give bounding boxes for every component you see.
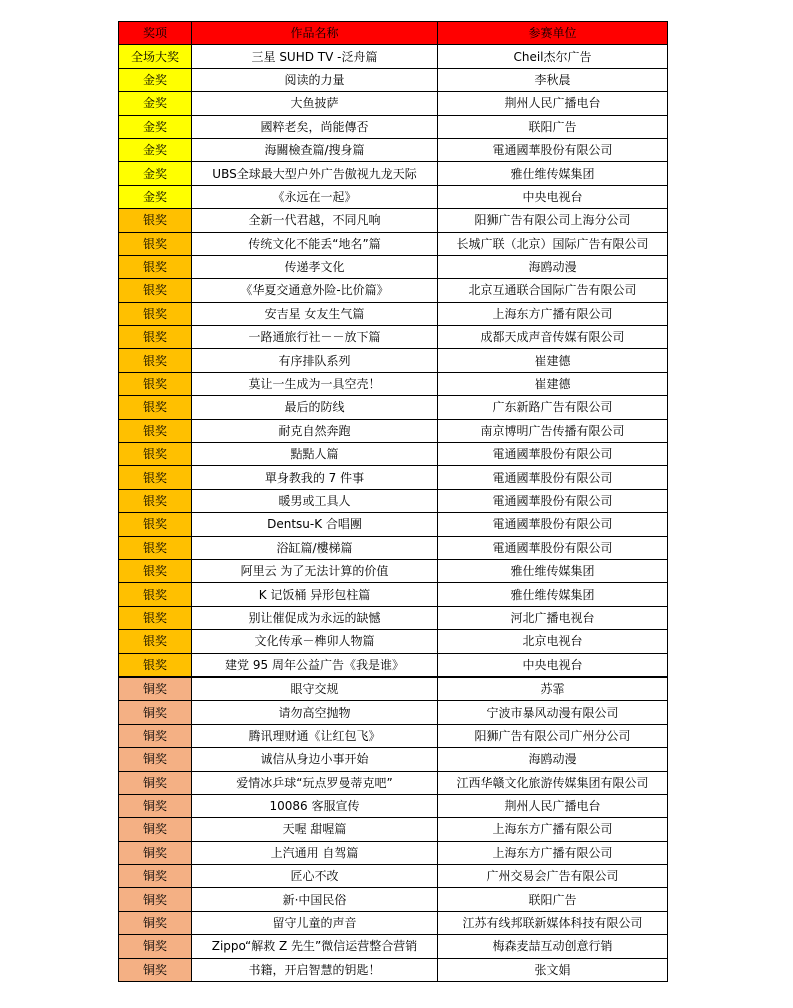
award-cell: 铜奖 bbox=[119, 958, 192, 981]
table-row bbox=[119, 653, 668, 677]
work-name-cell: 大鱼披萨 bbox=[192, 92, 438, 115]
entrant-cell: 電通國華股份有限公司 bbox=[438, 489, 668, 512]
work-name-cell: 爱情冰乒球“玩点罗曼蒂克吧” bbox=[192, 771, 438, 794]
award-cell: 金奖 bbox=[119, 92, 192, 115]
award-cell: 全场大奖 bbox=[119, 45, 192, 68]
table-row bbox=[119, 724, 668, 747]
table-row bbox=[119, 279, 668, 302]
awards-table bbox=[118, 21, 668, 982]
award-cell: 铜奖 bbox=[119, 701, 192, 724]
award-cell: 铜奖 bbox=[119, 935, 192, 958]
work-name-cell: 阿里云 为了无法计算的价值 bbox=[192, 559, 438, 582]
table-row bbox=[119, 536, 668, 559]
entrant-cell: 雅仕维传媒集团 bbox=[438, 559, 668, 582]
work-name-cell: 请勿高空抛物 bbox=[192, 701, 438, 724]
award-cell: 银奖 bbox=[119, 559, 192, 582]
table-row bbox=[119, 349, 668, 372]
table-body bbox=[119, 45, 668, 982]
award-cell: 银奖 bbox=[119, 349, 192, 372]
header-award: 奖项 bbox=[119, 22, 192, 45]
entrant-cell: 中央电视台 bbox=[438, 653, 668, 677]
table-row bbox=[119, 162, 668, 185]
work-name-cell: 浴缸篇/樓梯篇 bbox=[192, 536, 438, 559]
entrant-cell: 電通國華股份有限公司 bbox=[438, 466, 668, 489]
table-row bbox=[119, 677, 668, 701]
header-row bbox=[119, 22, 668, 45]
award-cell: 银奖 bbox=[119, 419, 192, 442]
table-header bbox=[119, 22, 668, 45]
table-row bbox=[119, 443, 668, 466]
table-row bbox=[119, 841, 668, 864]
entrant-cell: 電通國華股份有限公司 bbox=[438, 138, 668, 161]
entrant-cell: 崔建德 bbox=[438, 349, 668, 372]
award-cell: 金奖 bbox=[119, 162, 192, 185]
work-name-cell: 耐克自然奔跑 bbox=[192, 419, 438, 442]
work-name-cell: 建党 95 周年公益广告《我是谁》 bbox=[192, 653, 438, 677]
table-row bbox=[119, 92, 668, 115]
work-name-cell: 安吉星 女友生气篇 bbox=[192, 302, 438, 325]
table-row bbox=[119, 372, 668, 395]
entrant-cell: 李秋晨 bbox=[438, 68, 668, 91]
award-cell: 铜奖 bbox=[119, 794, 192, 817]
entrant-cell: 江西华赣文化旅游传媒集团有限公司 bbox=[438, 771, 668, 794]
entrant-cell: 雅仕维传媒集团 bbox=[438, 583, 668, 606]
award-cell: 铜奖 bbox=[119, 865, 192, 888]
award-cell: 铜奖 bbox=[119, 841, 192, 864]
table-row bbox=[119, 232, 668, 255]
table-row bbox=[119, 326, 668, 349]
table-row bbox=[119, 865, 668, 888]
work-name-cell: 《永远在一起》 bbox=[192, 185, 438, 208]
table-row bbox=[119, 911, 668, 934]
entrant-cell: 上海东方广播有限公司 bbox=[438, 302, 668, 325]
work-name-cell: 新·中国民俗 bbox=[192, 888, 438, 911]
work-name-cell: 传统文化不能丢“地名”篇 bbox=[192, 232, 438, 255]
work-name-cell: 匠心不改 bbox=[192, 865, 438, 888]
award-cell: 银奖 bbox=[119, 606, 192, 629]
work-name-cell: 三星 SUHD TV -泛舟篇 bbox=[192, 45, 438, 68]
work-name-cell: 暖男或工具人 bbox=[192, 489, 438, 512]
award-cell: 银奖 bbox=[119, 255, 192, 278]
work-name-cell: 上汽通用 自驾篇 bbox=[192, 841, 438, 864]
entrant-cell: 南京博明广告传播有限公司 bbox=[438, 419, 668, 442]
award-cell: 银奖 bbox=[119, 513, 192, 536]
work-name-cell: 《华夏交通意外险-比价篇》 bbox=[192, 279, 438, 302]
award-cell: 银奖 bbox=[119, 583, 192, 606]
award-cell: 金奖 bbox=[119, 115, 192, 138]
table-row bbox=[119, 68, 668, 91]
entrant-cell: 联阳广告 bbox=[438, 888, 668, 911]
entrant-cell: 上海东方广播有限公司 bbox=[438, 818, 668, 841]
table-row bbox=[119, 748, 668, 771]
table-row bbox=[119, 958, 668, 981]
entrant-cell: 张文娟 bbox=[438, 958, 668, 981]
award-cell: 铜奖 bbox=[119, 748, 192, 771]
award-cell: 铜奖 bbox=[119, 888, 192, 911]
work-name-cell: 诚信从身边小事开始 bbox=[192, 748, 438, 771]
table-row bbox=[119, 396, 668, 419]
table-row bbox=[119, 489, 668, 512]
table-row bbox=[119, 185, 668, 208]
work-name-cell: 腾讯理财通《让红包飞》 bbox=[192, 724, 438, 747]
entrant-cell: 广东新路广告有限公司 bbox=[438, 396, 668, 419]
award-cell: 银奖 bbox=[119, 302, 192, 325]
header-entrant: 参赛单位 bbox=[438, 22, 668, 45]
work-name-cell: K 记饭桶 异形包柱篇 bbox=[192, 583, 438, 606]
work-name-cell: 书籍，开启智慧的钥匙！ bbox=[192, 958, 438, 981]
work-name-cell: UBS全球最大型户外广告傲视九龙天际 bbox=[192, 162, 438, 185]
entrant-cell: 電通國華股份有限公司 bbox=[438, 443, 668, 466]
table-row bbox=[119, 115, 668, 138]
award-cell: 铜奖 bbox=[119, 677, 192, 701]
award-cell: 铜奖 bbox=[119, 818, 192, 841]
entrant-cell: 长城广联（北京）国际广告有限公司 bbox=[438, 232, 668, 255]
entrant-cell: 宁波市暴风动漫有限公司 bbox=[438, 701, 668, 724]
work-name-cell: 最后的防线 bbox=[192, 396, 438, 419]
table-row bbox=[119, 630, 668, 653]
table-row bbox=[119, 513, 668, 536]
work-name-cell: Dentsu-K 合唱團 bbox=[192, 513, 438, 536]
entrant-cell: 成都天成声音传媒有限公司 bbox=[438, 326, 668, 349]
entrant-cell: 電通國華股份有限公司 bbox=[438, 536, 668, 559]
award-cell: 铜奖 bbox=[119, 911, 192, 934]
award-cell: 金奖 bbox=[119, 185, 192, 208]
award-cell: 银奖 bbox=[119, 653, 192, 677]
work-name-cell: 國粹老矣，尚能傳否 bbox=[192, 115, 438, 138]
table-row bbox=[119, 771, 668, 794]
table-row bbox=[119, 419, 668, 442]
work-name-cell: 传递孝文化 bbox=[192, 255, 438, 278]
table-row bbox=[119, 559, 668, 582]
entrant-cell: 海鸥动漫 bbox=[438, 748, 668, 771]
award-cell: 银奖 bbox=[119, 279, 192, 302]
work-name-cell: 阅读的力量 bbox=[192, 68, 438, 91]
entrant-cell: 崔建德 bbox=[438, 372, 668, 395]
work-name-cell: 莫让一生成为一具空壳！ bbox=[192, 372, 438, 395]
entrant-cell: 荆州人民广播电台 bbox=[438, 92, 668, 115]
award-cell: 银奖 bbox=[119, 443, 192, 466]
table-row bbox=[119, 935, 668, 958]
award-cell: 银奖 bbox=[119, 630, 192, 653]
award-cell: 铜奖 bbox=[119, 771, 192, 794]
entrant-cell: 荆州人民广播电台 bbox=[438, 794, 668, 817]
table-row bbox=[119, 45, 668, 68]
work-name-cell: 有序排队系列 bbox=[192, 349, 438, 372]
entrant-cell: 海鸥动漫 bbox=[438, 255, 668, 278]
work-name-cell: 眼守交规 bbox=[192, 677, 438, 701]
entrant-cell: 苏霏 bbox=[438, 677, 668, 701]
work-name-cell: 天喔 甜喔篇 bbox=[192, 818, 438, 841]
entrant-cell: 北京互通联合国际广告有限公司 bbox=[438, 279, 668, 302]
award-cell: 银奖 bbox=[119, 536, 192, 559]
table-row bbox=[119, 888, 668, 911]
entrant-cell: 電通國華股份有限公司 bbox=[438, 513, 668, 536]
entrant-cell: Cheil杰尔广告 bbox=[438, 45, 668, 68]
table-row bbox=[119, 583, 668, 606]
award-cell: 银奖 bbox=[119, 209, 192, 232]
entrant-cell: 中央电视台 bbox=[438, 185, 668, 208]
award-cell: 银奖 bbox=[119, 372, 192, 395]
table-row bbox=[119, 466, 668, 489]
table-row bbox=[119, 701, 668, 724]
work-name-cell: 點點人篇 bbox=[192, 443, 438, 466]
entrant-cell: 北京电视台 bbox=[438, 630, 668, 653]
work-name-cell: 10086 客服宣传 bbox=[192, 794, 438, 817]
entrant-cell: 阳狮广告有限公司上海分公司 bbox=[438, 209, 668, 232]
work-name-cell: 留守儿童的声音 bbox=[192, 911, 438, 934]
entrant-cell: 上海东方广播有限公司 bbox=[438, 841, 668, 864]
table-row bbox=[119, 138, 668, 161]
award-cell: 银奖 bbox=[119, 232, 192, 255]
work-name-cell: 别让催促成为永远的缺憾 bbox=[192, 606, 438, 629]
award-cell: 金奖 bbox=[119, 138, 192, 161]
entrant-cell: 雅仕维传媒集团 bbox=[438, 162, 668, 185]
header-work: 作品名称 bbox=[192, 22, 438, 45]
work-name-cell: 一路通旅行社－－放下篇 bbox=[192, 326, 438, 349]
entrant-cell: 江苏有线邦联新媒体科技有限公司 bbox=[438, 911, 668, 934]
award-cell: 银奖 bbox=[119, 466, 192, 489]
award-cell: 金奖 bbox=[119, 68, 192, 91]
table-row bbox=[119, 794, 668, 817]
award-cell: 银奖 bbox=[119, 326, 192, 349]
table-row bbox=[119, 209, 668, 232]
entrant-cell: 广州交易会广告有限公司 bbox=[438, 865, 668, 888]
table-row bbox=[119, 255, 668, 278]
entrant-cell: 梅森麦喆互动创意行销 bbox=[438, 935, 668, 958]
work-name-cell: 文化传承－榫卯人物篇 bbox=[192, 630, 438, 653]
table-row bbox=[119, 818, 668, 841]
entrant-cell: 联阳广告 bbox=[438, 115, 668, 138]
award-cell: 银奖 bbox=[119, 489, 192, 512]
entrant-cell: 河北广播电视台 bbox=[438, 606, 668, 629]
work-name-cell: 海關檢查篇/搜身篇 bbox=[192, 138, 438, 161]
work-name-cell: 全新一代君越，不同凡响 bbox=[192, 209, 438, 232]
award-cell: 铜奖 bbox=[119, 724, 192, 747]
table-row bbox=[119, 302, 668, 325]
work-name-cell: 單身教我的 7 件事 bbox=[192, 466, 438, 489]
table-row bbox=[119, 606, 668, 629]
work-name-cell: Zippo“解救 Z 先生”微信运营整合营销 bbox=[192, 935, 438, 958]
award-cell: 银奖 bbox=[119, 396, 192, 419]
entrant-cell: 阳狮广告有限公司广州分公司 bbox=[438, 724, 668, 747]
